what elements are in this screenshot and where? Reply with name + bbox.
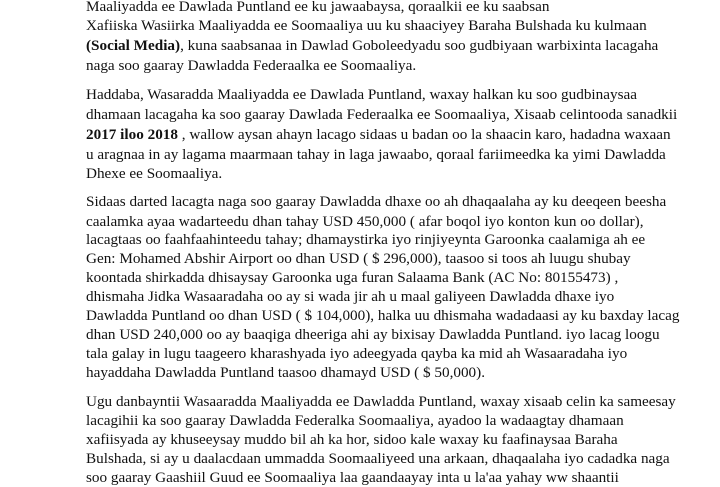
text-segment: u aragnaa in ay lagama maarmaan tahay in laga jawaabo, qoraal fariimeedka ka yimi Dawladda	[86, 146, 666, 163]
text-line	[86, 249, 646, 268]
text-segment: Bulshada, si ay u daalacdaan ummadda Soomaaliyeed una arkaan, dhaqaalaha iyo cadadka naga	[86, 450, 670, 467]
text-line	[86, 36, 659, 55]
text-segment: , kuna saabsanaa in Dawlad Goboleedyadu soo gudbiyaan warbixinta lacagaha	[180, 37, 659, 54]
text-line	[86, 468, 646, 487]
text-segment: Maaliyadda ee Dawlada Puntland ee ku jawaabaysa, qoraalkii ee ku saabsan	[86, 0, 550, 15]
text-segment: lacagihii ka soo gaaray Dawladda Federalka Soomaaliya, ayadoo la wadaagtay dhamaan	[86, 412, 624, 429]
text-segment: Dhexe ee Soomaaliya.	[86, 165, 223, 182]
text-line	[86, 16, 646, 35]
text-line	[86, 105, 678, 124]
text-segment: koontada shirkadda dhisaysay Garoonka uga furan Salaama Bank (AC No: 80155473) ,	[86, 269, 619, 286]
text-segment: , wallow aysan ahayn lacago sidaas u badan oo la shaacin karo, hadadna waxaan	[177, 126, 671, 143]
text-segment: Dawladda Puntland oo dhan USD ( $ 104,000), halka uu dhismaha wadadaasi ay ku baxday lacag	[86, 307, 680, 324]
text-segment: dhan USD 240,000 oo ay baaqiga dheeriga ahi ay bixisay Dawladda Puntland. iyo lacag loogu	[86, 326, 660, 343]
bold-text: (Social Media)	[86, 37, 181, 54]
text-segment: soo gaaray Gaashiil Guud ee Soomaaliya laa gaandaayay inta u la'aa yahay ww shaantii	[86, 469, 619, 486]
text-segment: lacagtaas oo faahfaahinteedu tahay; dhamaystirka iyo rinjiyeynta Garoonka caalamiga ah ee	[86, 231, 646, 248]
text-segment: dhismaha Jidka Wasaaradaha oo ay si wada jir ah u maal galiyeen Dawladda dhaxe iyo	[86, 288, 615, 305]
text-line	[86, 287, 646, 306]
text-segment: Xafiiska Wasiirka Maaliyadda ee Soomaaliya uu ku shaaciyey Baraha Bulshada ku kulmaan	[86, 17, 647, 34]
text-line	[86, 85, 646, 104]
text-line	[86, 363, 646, 382]
text-segment: dhamaan lacagaha ka soo gaaray Dawlada Federaalka ee Soomaaliya, Xisaab celintooda sanadkii	[86, 106, 678, 123]
text-line	[86, 430, 646, 449]
text-segment: Sidaas darted lacagta naga soo gaaray Dawladda dhaxe oo ah dhaqaalaha ay ku deeqeen beesha	[86, 193, 667, 210]
text-segment: xafiisyada ay khuseeysay muddo bil ah ka hor, sidoo kale waxay ku faafinaysaa Baraha	[86, 431, 618, 448]
text-line	[86, 192, 667, 211]
text-segment: naga soo gaaray Dawladda Federaalka ee Soomaaliya.	[86, 57, 417, 74]
text-line	[86, 344, 646, 363]
text-line	[86, 306, 680, 325]
text-line	[86, 145, 666, 164]
text-segment: tala galay in lugu taageero kharashyada iyo adeegyada qayba ka mid ah Wasaaradaha iyo	[86, 345, 628, 362]
text-segment: caalamka ayaa wadarteedu dhan tahay USD 450,000 ( afar boqol iyo konton kun oo dollar),	[86, 213, 644, 230]
text-line	[86, 449, 670, 468]
text-segment: Ugu danbayntii Wasaaradda Maaliyadda ee Dawladda Puntland, waxay xisaab celin ka sameesay	[86, 393, 676, 410]
text-segment: Haddaba, Wasaradda Maaliyadda ee Dawlada Puntland, waxay halkan ku soo gudbinaysaa	[86, 86, 637, 103]
text-line	[86, 392, 676, 411]
text-line	[86, 125, 671, 144]
text-line	[86, 212, 646, 231]
text-line	[86, 164, 646, 183]
text-segment: Gen: Mohamed Abshir Airport oo dhan USD ( $ 296,000), taasoo si toos ah luugu shubay	[86, 250, 631, 267]
text-line	[86, 56, 646, 75]
text-line	[86, 325, 660, 344]
bold-text: 2017 iloo 2018	[86, 126, 178, 143]
text-line	[86, 0, 646, 16]
text-line	[86, 268, 646, 287]
text-segment: hayaddaha Dawladda Puntland taasoo dhamayd USD ( $ 50,000).	[86, 364, 485, 381]
text-line	[86, 411, 646, 430]
text-line	[86, 230, 646, 249]
